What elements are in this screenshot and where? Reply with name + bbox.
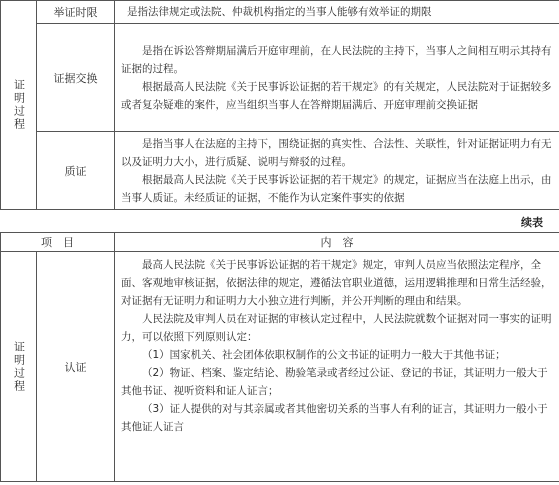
item-cell: 质证 — [37, 132, 115, 210]
content-paragraph: 根据最高人民法院《关于民事诉讼证据的若干规定》的规定，证据应当在法庭上出示，由当事人质证。未经质证的证据，不能作为认定案件事实的依据 — [121, 173, 552, 204]
continued-label: 续表 — [521, 216, 543, 229]
content-paragraph: 是指当事人在法庭的主持下，围绕证据的真实性、合法性、关联性，针对证据证明力有无以及证明力大小，进行质疑、说明与辩驳的过程。 — [121, 137, 552, 168]
table-row — [1, 132, 559, 210]
item-cell: 证据交换 — [37, 24, 115, 132]
content-paragraph: （3）证人提供的对与其亲属或者其他密切关系的当事人有利的证言，其证明力一般小于其他证人证言 — [121, 403, 548, 433]
content-paragraph: （1）国家机关、社会团体依职权制作的公文书证的证明力一般大于其他书证； — [142, 349, 506, 361]
evidence-table-bottom — [0, 232, 559, 482]
evidence-table-top — [0, 0, 559, 210]
content-paragraph: （2）物证、档案、鉴定结论、勘验笔录或者经过公证、登记的书证，其证明力一般大于其他书证、视听资料和证人证言； — [121, 367, 548, 397]
content-paragraph: 是指法律规定或法院、仲裁机构指定的当事人能够有效举证的期限 — [127, 6, 432, 18]
section-label: 证明过程 — [12, 79, 26, 131]
content-paragraph: 是指在诉讼答辩期届满后开庭审理前，在人民法院的主持下，当事人之间相互明示其持有证据的过程。 — [121, 44, 552, 75]
section-label-cell — [1, 252, 37, 482]
section-label: 证明过程 — [12, 340, 26, 393]
table-header-row — [1, 233, 559, 252]
item-cell: 认证 — [37, 252, 115, 482]
table-row — [1, 1, 559, 24]
column-header-content: 内 容 — [115, 233, 559, 252]
content-paragraph: 人民法院及审判人员在对证据的审核认定过程中，人民法院就数个证据对同一事实的证明力，可以依照下列原则认定： — [121, 313, 552, 343]
content-cell — [115, 24, 559, 132]
content-paragraph: 根据最高人民法院《关于民事诉讼证据的若干规定》的有关规定，人民法院对于证据较多或者复杂疑难的案件，应当组织当事人在答辩期届满后、开庭审理前交换证据 — [121, 80, 552, 111]
content-cell — [115, 132, 559, 210]
item-cell: 举证时限 — [37, 1, 115, 24]
column-header-item: 项 目 — [1, 233, 115, 252]
content-cell — [115, 252, 559, 482]
table-row — [1, 24, 559, 132]
table-row — [1, 252, 559, 482]
content-paragraph: 最高人民法院《关于民事诉讼证据的若干规定》规定，审判人员应当依照法定程序，全面、客观地审核证据，依据法律的规定，遵循法官职业道德，运用逻辑推理和日常生活经验，对证据有无证明力和证明力大小独立进行判断，并公开判断的理由和结果。 — [121, 259, 552, 307]
section-label-cell — [1, 1, 37, 210]
content-cell — [115, 1, 559, 24]
